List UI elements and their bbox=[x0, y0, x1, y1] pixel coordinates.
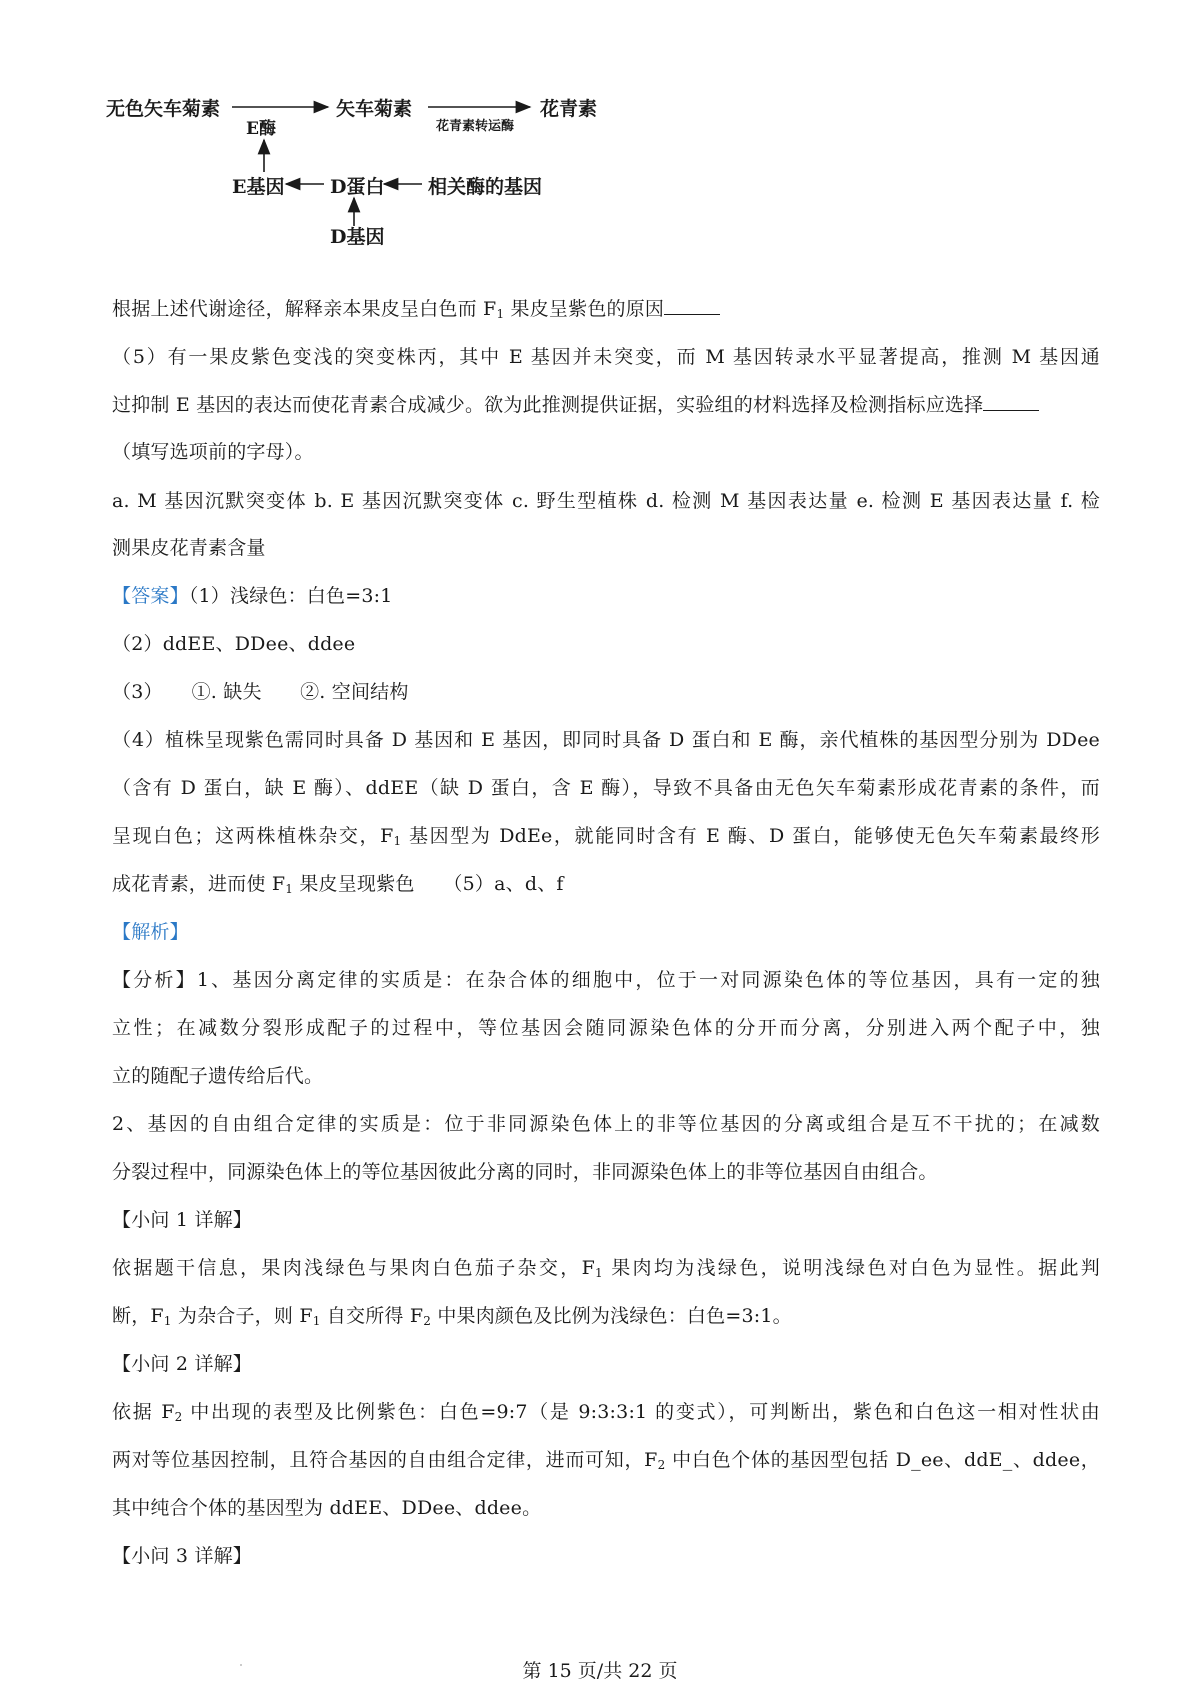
analysis-label: 【解析】 bbox=[112, 921, 189, 943]
pathway-diagram bbox=[100, 92, 660, 272]
answer-label: 【答案】 bbox=[112, 585, 189, 607]
sub-question-1-title: 【小问 1 详解】 bbox=[112, 1209, 252, 1231]
page-footer: 第 15 页/共 22 页 bbox=[522, 1660, 678, 1682]
answer-4-line-2: （含有 D 蛋白，缺 E 酶）、ddEE（缺 D 蛋白，含 E 酶），导致不具备由无色矢车菊素形成花青素的条件，而 bbox=[112, 777, 1100, 799]
answer-blank bbox=[983, 392, 1039, 411]
label-gene-d: D基因 bbox=[330, 226, 385, 248]
label-transporter-enzyme: 花青素转运酶 bbox=[436, 119, 515, 134]
sub-question-3-title: 【小问 3 详解】 bbox=[112, 1545, 252, 1567]
question-5-line-3: （填写选项前的字母）。 bbox=[112, 441, 314, 463]
answer-4-line-4: 成花青素，进而使 $F_1$ 果皮呈现紫色 （5）a、d、f bbox=[112, 873, 564, 896]
sub-question-2-line-3: 其中纯合个体的基因型为 ddEE、DDee、ddee。 bbox=[112, 1497, 542, 1519]
options-line-2: 测果皮花青素含量 bbox=[112, 537, 266, 559]
answer-4-line-1: （4）植株呈现紫色需同时具备 D 基因和 E 基因，即同时具备 D 蛋白和 E 酶，亲代植株的基因型分别为 DDee bbox=[112, 729, 1100, 751]
analysis-p1-line-3: 立的随配子遗传给后代。 bbox=[112, 1065, 324, 1087]
answer-2: （2）ddEE、DDee、ddee bbox=[112, 633, 356, 655]
label-cyanidin: 矢车菊素 bbox=[336, 98, 413, 120]
sub-question-2-title: 【小问 2 详解】 bbox=[112, 1353, 252, 1375]
label-related-enzyme-gene: 相关酶的基因 bbox=[428, 176, 543, 198]
analysis-p2-line-1: 2、基因的自由组合定律的实质是：位于非同源染色体上的非等位基因的分离或组合是互不干扰的；在减数 bbox=[112, 1113, 1100, 1135]
label-enzyme-e: E酶 bbox=[246, 119, 276, 139]
sub-question-1-line-1: 依据题干信息，果肉浅绿色与果肉白色茄子杂交，$F_1$ 果肉均为浅绿色，说明浅绿色对白色为显性。据此判 bbox=[112, 1257, 1100, 1280]
label-anthocyanin: 花青素 bbox=[540, 98, 598, 120]
question-5-line-1: （5）有一果皮紫色变浅的突变株丙，其中 E 基因并未突变，而 M 基因转录水平显著提高，推测 M 基因通 bbox=[112, 346, 1100, 368]
question-4-prompt: 根据上述代谢途径，解释亲本果皮呈白色而 $F_1$ 果皮呈紫色的原因 bbox=[112, 296, 1100, 327]
label-protein-d: D蛋白 bbox=[330, 176, 385, 198]
sub-question-2-line-2: 两对等位基因控制，且符合基因的自由组合定律，进而可知，$F_2$ 中白色个体的基因型包括 D_ee、ddE_、ddee， bbox=[112, 1449, 1100, 1472]
analysis-p1-line-1: 【分析】1、基因分离定律的实质是：在杂合体的细胞中，位于一对同源染色体的等位基因，具有一定的独 bbox=[112, 969, 1100, 991]
sub-question-2-line-1: 依据 $F_2$ 中出现的表型及比例紫色：白色=9:7（是 9:3:3:1 的变式），可判断出，紫色和白色这一相对性状由 bbox=[112, 1401, 1101, 1424]
question-5-line-2: 过抑制 E 基因的表达而使花青素合成减少。欲为此推测提供证据，实验组的材料选择及检测指标应选择 bbox=[112, 392, 1100, 418]
options-line-1: a. M 基因沉默突变体 b. E 基因沉默突变体 c. 野生型植株 d. 检测 M 基因表达量 e. 检测 E 基因表达量 f. 检 bbox=[112, 490, 1100, 512]
answer-blank bbox=[664, 296, 720, 315]
sub-question-1-line-2: 断，$F_1$ 为杂合子，则 $F_1$ 自交所得 $F_2$ 中果肉颜色及比例为浅绿色：白色=3:1。 bbox=[112, 1305, 792, 1328]
label-gene-e: E基因 bbox=[232, 176, 285, 198]
label-colorless-cyanidin: 无色矢车菊素 bbox=[106, 98, 221, 120]
answer-1: 【答案】（1）浅绿色：白色=3:1 bbox=[112, 585, 393, 607]
answer-4-line-3: 呈现白色；这两株植株杂交，$F_1$ 基因型为 DdEe，就能同时含有 E 酶、D 蛋白，能够使无色矢车菊素最终形 bbox=[112, 825, 1100, 848]
analysis-p1-line-2: 立性；在减数分裂形成配子的过程中，等位基因会随同源染色体的分开而分离，分别进入两个配子中，独 bbox=[112, 1017, 1100, 1039]
analysis-p2-line-2: 分裂过程中，同源染色体上的等位基因彼此分离的同时，非同源染色体上的非等位基因自由组合。 bbox=[112, 1161, 938, 1183]
answer-3: （3） ①. 缺失 ②. 空间结构 bbox=[112, 681, 409, 703]
